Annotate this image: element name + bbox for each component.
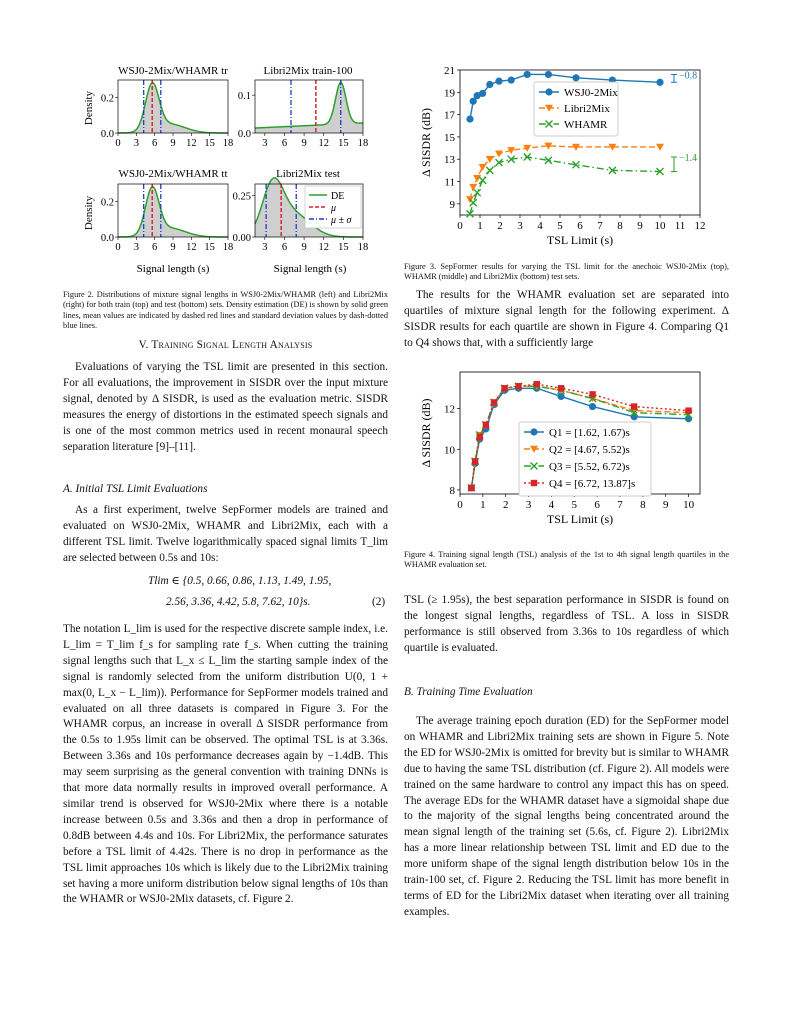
x-tick-label: 4	[548, 499, 555, 511]
panel-title-wsj-tr: WSJ0-2Mix/WHAMR tr	[118, 65, 228, 77]
data-point	[491, 399, 497, 405]
x-tick-label: 9	[170, 242, 176, 253]
legend-label: WHAMR	[564, 119, 608, 131]
panel-title-libri-tr: Libri2Mix train-100	[263, 65, 353, 77]
data-point	[486, 167, 493, 174]
x-tick-label: 4	[537, 220, 543, 232]
x-tick-label: 3	[517, 220, 523, 232]
xlabel-right: Signal length (s)	[273, 263, 347, 275]
x-tick-label: 6	[594, 499, 600, 511]
y-tick-label: 19	[444, 87, 455, 100]
x-tick-label: 6	[152, 138, 158, 149]
figure-2-caption: Figure 2. Distributions of mixture signal lengths in WSJ0-2Mix/WHAMR (left) and Libri2Mix (right) for both train (top) and test (bottom) sets. Density estimation (DE) is shown by solid green lines, mean values are indicated by dashed red lines and standard deviation values by dash-dotted blue lines.	[63, 290, 388, 331]
legend-label: Q1 = [1.62, 1.67)s	[549, 427, 630, 439]
right-paragraph-3: The average training epoch duration (ED) for the SepFormer model on WHAMR and Libri2Mix training sets are shown in Figure 5. Note the ED for WSJ0-2Mix is omitted for brevity but is similar to WHAMR due to having the same TSL distribution (cf. Figure 2). All models were trained on the same hardware to control any impact this has on speed. The average EDs for the WHAMR dataset have a sigmoidal shape due to the majority of the signal lengths being concentrated around the mean signal length of the training set (5.6s, cf. Figure 2). Libri2Mix has a more linear relationship between TSL limit and ED due to the more uniform shape of the signal length distribution below 10s in the train-100 set, cf. Figure 2. Reducing the TSL limit has more benefit in terms of ED for the Libri2Mix dataset when iterating over all training examples.	[404, 715, 729, 918]
right-paragraph-2: TSL (≥ 1.95s), the best separation performance in SISDR is found on the longest signal lengths, regardless of TSL. A loss in SISDR performance is still observed from 3.36s to 10s regardless of which quartile is evaluated.	[404, 594, 729, 654]
data-point	[589, 391, 595, 397]
x-tick-label: 0	[457, 220, 463, 232]
x-tick-label: 5	[557, 220, 563, 232]
x-tick-label: 10	[683, 499, 695, 511]
left-paragraph-2: As a first experiment, twelve SepFormer models are trained and evaluated on WSJ0-2Mix, WHAMR and Libri2Mix, each with a different TSL limit. Twelve logarithmically spaced signal limits T_lim are selected between 0.5s and 10s:	[63, 504, 388, 564]
annotation-label: −0.8	[679, 70, 698, 82]
x-tick-label: 5	[571, 499, 578, 511]
y-tick-label: 12	[444, 403, 455, 416]
legend-label: Q2 = [4.67, 5.52)s	[549, 444, 630, 456]
panel-title-wsj-tt: WSJ0-2Mix/WHAMR tt	[118, 168, 228, 180]
data-point	[558, 385, 564, 391]
x-tick-label: 8	[640, 499, 646, 511]
data-point	[631, 403, 637, 409]
y-tick-label: 8	[449, 484, 455, 497]
data-point	[476, 434, 482, 440]
y-tick-label: 13	[444, 154, 455, 167]
density-panel	[233, 178, 369, 253]
legend-marker	[530, 428, 537, 435]
data-point	[479, 177, 486, 184]
x-tick-label: 7	[597, 220, 603, 232]
x-tick-label: 15	[204, 242, 215, 253]
x-tick-label: 2	[497, 220, 503, 232]
data-point	[534, 381, 540, 387]
data-point	[479, 90, 486, 97]
x-tick-label: 12	[318, 138, 329, 149]
y-axis-label: Δ SISDR (dB)	[419, 398, 433, 468]
left-paragraph-3: The notation L_lim is used for the respective discrete sample index, i.e. L_lim = T_lim f_s for sampling rate f_s. When cutting the training signal lengths such that L_x ≤ L_lim the starting sample index of the signal is randomly selected from the uniform distribution U(0, 1 + max(0, L_x − L_lim)). Performance for SepFormer models trained and evaluated on all three datasets is compared in Figure 3. For the WHAMR corpus, an increase in overall Δ SISDR performance from the 0.5s to 1.95s limit can be observed. The optimal TSL is at 3.36s. Between 3.36s and 10s performance decreases again by −1.4dB. This may seem surprising as the general convention with training DNNs is that more data normally results in improved overall performance. A similar trend is observed for WSJ0-2Mix where there is a notable increase between 0.5s and 3.36s and then a drop in performance of 0.8dB between 4.4s and 10s. For Libri2Mix, the performance saturates before a TSL limit of 4.42s. There is no drop in performance as the TSL limit approaches 10s which is likely due to the Libri2Mix training set having a more uniform distribution below signal lengths of 10s than the WHAMR or WSJ0-2Mix datasets, cf. Figure 2.	[63, 623, 388, 906]
data-point	[469, 184, 477, 191]
data-point	[656, 144, 664, 151]
data-point	[468, 485, 474, 491]
x-tick-label: 18	[357, 242, 369, 253]
x-tick-label: 15	[338, 138, 349, 149]
data-point	[474, 189, 481, 196]
x-tick-label: 0	[457, 499, 463, 511]
legend-label: WSJ0-2Mix	[564, 87, 618, 99]
x-tick-label: 9	[301, 242, 307, 253]
x-tick-label: 0	[115, 242, 121, 253]
legend-label: Q3 = [5.52, 6.72)s	[549, 461, 630, 473]
x-tick-label: 1	[480, 499, 486, 511]
x-tick-label: 15	[338, 242, 349, 253]
y-axis-label: Δ SISDR (dB)	[419, 107, 433, 178]
x-axis-label: TSL Limit (s)	[546, 512, 614, 526]
x-tick-label: 12	[694, 220, 706, 232]
x-tick-label: 2	[502, 499, 509, 511]
x-tick-label: 6	[577, 220, 583, 232]
data-point	[479, 164, 487, 171]
equation-number: (2)	[372, 596, 386, 608]
density-panel	[238, 80, 368, 149]
x-tick-label: 10	[654, 220, 666, 232]
y-tick-label: 0.0	[100, 233, 114, 244]
x-tick-label: 3	[133, 242, 139, 253]
ylabel-bottom: Density	[83, 195, 95, 231]
subsection-b: B. Training Time Evaluation	[404, 686, 533, 698]
legend-marker	[545, 88, 552, 95]
figure-4-caption: Figure 4. Training signal length (TSL) analysis of the 1st to 4th signal length quartiles in the WHAMR evaluation set.	[404, 550, 729, 570]
x-tick-label: 12	[186, 242, 197, 253]
figure-4-chart	[404, 368, 724, 540]
x-tick-label: 15	[204, 138, 215, 149]
x-tick-label: 9	[637, 220, 643, 232]
density-fill	[118, 187, 228, 237]
x-tick-label: 6	[152, 242, 158, 253]
legend-label: DE	[331, 191, 345, 202]
data-point	[685, 407, 691, 413]
data-point	[524, 71, 531, 78]
x-tick-label: 3	[262, 138, 268, 149]
y-tick-label: 0.1	[237, 91, 251, 103]
figure-3-chart	[404, 58, 724, 254]
y-tick-label: 0.25	[232, 191, 251, 203]
x-tick-label: 9	[662, 499, 669, 511]
legend-marker	[531, 480, 537, 486]
legend-label: Libri2Mix	[564, 103, 610, 115]
y-tick-label: 0.0	[237, 129, 251, 140]
annotation-label: −1.4	[679, 153, 698, 164]
y-tick-label: 0.0	[100, 129, 114, 140]
data-point	[656, 79, 663, 86]
figure-3-caption: Figure 3. SepFormer results for varying the TSL limit for the anechoic WSJ0-2Mix (top), WHAMR (middle) and Libri2Mix (bottom) test sets.	[404, 262, 729, 282]
data-point	[472, 458, 478, 464]
x-tick-label: 7	[617, 499, 623, 511]
right-paragraph-1: The results for the WHAMR evaluation set are separated into quartiles of mixture signal length for the following experiment. Δ SISDR results for each quartile are shown in Figure 4. Comparing Q1 to Q4 shows that, with a sufficiently large	[404, 289, 729, 349]
x-tick-label: 18	[357, 138, 369, 149]
x-tick-label: 18	[222, 242, 234, 253]
density-panel	[101, 80, 233, 149]
density-panel	[101, 184, 233, 253]
x-axis-label: TSL Limit (s)	[546, 233, 614, 247]
data-point	[495, 150, 503, 157]
y-tick-label: 0.2	[100, 197, 114, 209]
data-point	[508, 76, 515, 83]
subsection-a: A. Initial TSL Limit Evaluations	[63, 483, 208, 495]
x-tick-label: 3	[133, 138, 139, 149]
data-point	[572, 74, 579, 81]
y-tick-label: 9	[449, 198, 455, 211]
panel-title-libri-tt: Libri2Mix test	[276, 168, 340, 180]
x-tick-label: 3	[262, 242, 268, 253]
data-point	[495, 78, 502, 85]
left-paragraph-1: Evaluations of varying the TSL limit are presented in this section. For all evaluations, the improvement in SISDR over the input mixture signal, denoted by Δ SISDR, is used as the evaluation metric. SISDR measures the energy of distortions in the estimated speech signals and is one of the most common metrics used in recent monaural speech separation literature [9]–[11].	[63, 361, 388, 453]
x-tick-label: 8	[617, 220, 623, 232]
x-tick-label: 0	[115, 138, 121, 149]
density-fill	[118, 83, 228, 133]
x-tick-label: 12	[186, 138, 197, 149]
data-point	[486, 81, 493, 88]
y-tick-label: 11	[444, 176, 455, 189]
data-point	[466, 115, 473, 122]
legend-label: μ	[331, 203, 337, 214]
x-tick-label: 3	[525, 499, 532, 511]
y-tick-label: 10	[444, 444, 455, 457]
x-tick-label: 9	[170, 138, 176, 149]
x-tick-label: 18	[222, 138, 234, 149]
series-line	[470, 157, 660, 214]
data-point	[545, 71, 552, 78]
data-point	[470, 199, 477, 206]
data-point	[515, 383, 521, 389]
x-tick-label: 1	[477, 220, 483, 232]
section-title: V. Training Signal Length Analysis	[138, 339, 313, 351]
legend-label: μ ± σ	[331, 215, 352, 226]
legend-label: Q4 = [6.72, 13.87]s	[549, 478, 636, 490]
x-tick-label: 11	[674, 220, 686, 232]
x-tick-label: 6	[281, 138, 288, 149]
data-point	[589, 403, 596, 410]
y-tick-label: 0.2	[100, 93, 114, 105]
x-tick-label: 12	[318, 242, 329, 253]
data-point	[483, 422, 489, 428]
figure-2	[78, 58, 378, 280]
y-tick-label: 0.00	[232, 233, 251, 244]
y-tick-label: 21	[444, 65, 455, 77]
x-tick-label: 9	[301, 138, 307, 149]
y-tick-label: 17	[444, 109, 455, 122]
y-tick-label: 15	[444, 131, 455, 144]
x-tick-label: 6	[281, 242, 288, 253]
ylabel-top: Density	[83, 90, 95, 126]
equation-line-1: Tlim ∈ {0.5, 0.66, 0.86, 1.13, 1.49, 1.95,	[148, 575, 332, 587]
equation-line-2: 2.56, 3.36, 4.42, 5.8, 7.62, 10}s.	[166, 596, 311, 608]
data-point	[501, 385, 507, 391]
xlabel-left: Signal length (s)	[136, 263, 210, 275]
